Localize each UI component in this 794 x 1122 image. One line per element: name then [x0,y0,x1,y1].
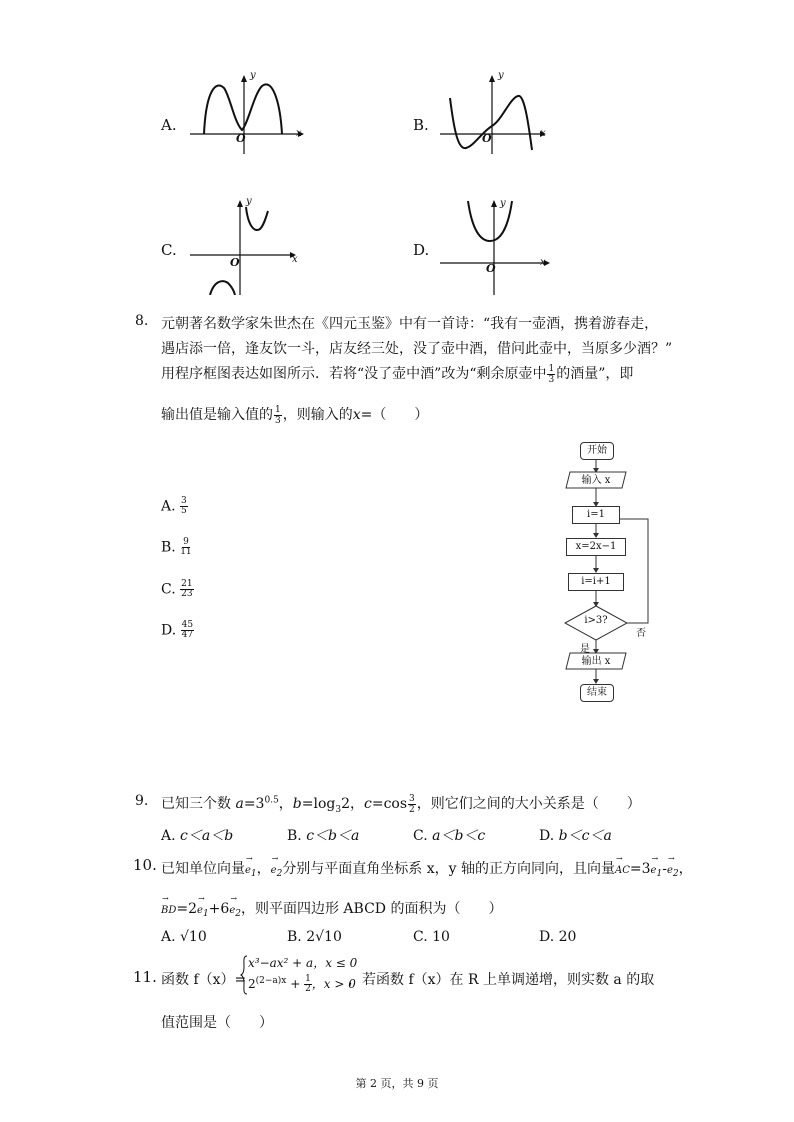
q9-number: 9. [135,793,149,809]
flowchart-init: i=1 [572,506,620,524]
q10-option-c-text: 10 [432,929,450,945]
option-b-label: B. [413,116,429,134]
q10-option-c [413,929,450,945]
q8-line3 [161,363,633,385]
q10-e1-vector [245,865,257,879]
q11-case2-base: 2 [248,977,256,991]
q8-option-a-label: A. [161,498,176,515]
q10-line1-end: ， [678,861,693,877]
q10-e2-vector [271,865,283,879]
q9-c-frac-num: 3 [409,793,415,804]
q9-b-eq: =log [301,796,336,812]
q11-suffix: ，若函数 f（x）在 R 上单调递增，则实数 a 的取 [348,972,655,988]
q11-case1: x³−ax² + a，x ≤ 0 [248,956,358,970]
q9-text-b: ，则它们之间的大小关系是（ ） [416,796,641,812]
graph-d-y-label: y [500,198,506,209]
option-c-label: C. [161,241,177,259]
q9-option-c-label: C. [413,828,428,844]
q10-ac-e1 [651,865,663,879]
q11-case2-condition: ，x > 0 [311,977,356,991]
q10-bd-e1-letter: e [197,905,203,916]
q8-option-b [161,538,192,557]
q10-e2-sub: 2 [276,869,283,879]
q8-number: 8. [135,313,149,329]
q9-text-a: 已知三个数 [161,796,236,812]
graph-c-origin: O [230,256,240,269]
flowchart-end: 结束 [580,684,614,702]
q10-e1-sub: 1 [250,869,257,879]
q9-b-val: 2， [341,796,365,812]
q8-option-c-fraction [180,580,193,599]
q9-c-var: c [364,796,372,812]
q9-stem [161,793,641,815]
q8-option-b-num: 9 [183,537,189,547]
graph-a-y-label: y [250,70,256,81]
q11-number: 11. [133,968,157,986]
q10-line1-a: 已知单位向量 [161,861,245,877]
q10-ac-e2 [667,865,679,879]
graph-d-x-label: x [540,257,546,268]
q10-sep: ， [256,861,271,877]
graph-c-x-label: x [292,254,298,265]
q10-number: 10. [133,856,157,874]
q8-line4-c: =（ ） [360,407,429,423]
flowchart-no-label: 否 [636,628,646,639]
q10-option-b [287,929,342,945]
q9-option-d-label: D. [539,828,555,844]
graph-b [440,70,560,155]
q10-bd-e2 [229,905,241,919]
q9-a-var: a [235,796,244,812]
q8-line3-frac-den: 3 [548,374,555,385]
q8-option-c-label: C. [161,581,176,598]
graph-a-origin: O [236,132,246,145]
q10-line2-b: ，则平面四边形 ABCD 的面积为（ ） [240,901,503,917]
q11-prefix: 函数 f（x）= [161,972,247,988]
q10-option-a [161,929,207,945]
q8-line4-frac-num: 1 [275,404,281,415]
q9-option-b [287,825,359,845]
graph-b-x-label: x [540,128,546,139]
q8-option-a-den: 5 [181,506,187,516]
q11-case2 [248,975,356,994]
q8-option-d-fraction [181,621,194,640]
flowchart-increment: i=i+1 [568,573,624,591]
flowchart-assign: x=2x−1 [566,538,626,556]
graph-b-origin: O [482,132,492,145]
q8-line3-fraction [547,364,555,385]
q8-option-a-fraction [180,497,188,516]
q8-option-a-num: 3 [181,496,187,506]
q10-ac-vector: → AC [615,865,630,876]
q10-option-b-label: B. [287,929,302,945]
flowchart-output: 输出 x [581,656,611,667]
graph-d-origin: O [486,262,496,275]
q11-brace [240,955,248,995]
q10-bd-vector: → BD [161,905,176,916]
q11-case2-frac-den: 2 [305,984,311,994]
q8-option-d-den: 47 [181,630,194,640]
page-footer: 第 2 页，共 9 页 [355,1077,439,1090]
q9-b-sub: 3 [335,804,342,815]
q10-option-a-text: √10 [180,929,207,945]
flowchart-start: 开始 [580,442,614,460]
q10-ac-minus: - [662,861,667,877]
q8-option-d-num: 45 [181,620,194,630]
q8-line4-a: 输出值是输入值的 [161,407,273,423]
q10-option-b-text: 2√10 [306,929,342,945]
q11-case2-fraction [304,975,312,994]
q11-case2-frac-num: 1 [305,974,311,984]
q8-line3-frac-num: 1 [548,363,555,374]
q9-option-b-text: c＜b＜a [306,828,360,844]
q8-option-b-den: 11 [180,547,192,557]
q11-case2-exp: (2−a)x [255,976,287,986]
q8-option-c-den: 23 [181,589,193,599]
graph-c-y-label: y [246,196,252,207]
q9-a-eq: =3 [243,796,265,812]
q8-option-a [161,497,188,516]
q10-e1: e [245,865,251,876]
q9-b-var: b [292,796,302,812]
q10-ac-eq: =3 [629,861,651,877]
q9-c-eq: =cos [371,796,408,812]
graph-b-y-label: y [498,70,504,81]
q9-option-c [413,825,485,845]
q9-option-c-text: a＜b＜c [432,828,486,844]
q10-bd-e1 [197,905,209,919]
q8-line3-a: 用程序框图表达如图所示．若将“没了壶中酒”改为“剩余原壶中 [161,366,547,382]
q9-c-frac-den: 2 [409,804,415,815]
q9-option-d [539,825,612,845]
q8-option-c [161,580,194,599]
option-a-label: A. [161,116,177,134]
q10-bd-e2-letter: e [229,905,236,916]
q10-line1-b: 分别与平面直角坐标系 x，y 轴的正方向同向，且向量 [282,861,616,877]
graph-a-x-label: x [296,128,302,139]
q11-case2-plus: + [286,977,305,991]
flowchart-condition: i>3? [584,615,608,626]
graph-a [190,70,310,155]
flowchart-yes-label: 是 [580,644,590,655]
q9-a-exp: 0.5 [264,795,279,806]
q9-comma: ， [278,796,293,812]
q9-c-fraction [408,794,416,815]
q8-line1: 元朝著名数学家朱世杰在《四元玉鉴》中有一首诗：“我有一壶酒，携着游春走， [161,316,659,332]
q9-option-a [161,825,233,845]
q8-option-d-label: D. [161,622,177,639]
q10-ac-e1-letter: e [650,865,657,876]
graph-c [190,195,310,295]
q8-line4-var: x [352,407,361,423]
q10-bd-plus: +6 [208,901,230,917]
q8-line2: 遇店添一倍，逢友饮一斗，店友经三处，没了壶中酒，借问此壶中，当原多少酒？” [161,341,673,357]
q9-option-b-label: B. [287,828,302,844]
q8-line4-fraction [274,405,282,426]
flowchart-input: 输入 x [581,475,611,486]
q8-option-c-num: 21 [181,579,193,589]
q10-line2 [161,898,502,919]
q9-option-d-text: b＜c＜a [558,828,612,844]
q10-e2: e [270,865,277,876]
q10-bd-e1-sub: 1 [202,909,209,919]
q8-line4-b: ，则输入的 [282,407,353,423]
q9-option-a-text: c＜a＜b [180,828,234,844]
q10-ac-e2-sub: 2 [672,869,679,879]
q8-option-b-label: B. [161,539,176,556]
q10-option-d [539,929,576,945]
graph-d [440,195,560,295]
q11-line2: 值范围是（ ） [161,1015,273,1031]
q10-bd-eq: =2 [176,901,198,917]
option-d-label: D. [413,241,430,259]
q8-option-b-fraction [180,538,191,557]
q8-line4-frac-den: 3 [275,415,281,426]
q10-ac-e1-sub: 1 [656,869,663,879]
q8-line3-b: 的酒量”，即 [556,366,634,382]
q10-ac-e2-letter: e [666,865,673,876]
q9-option-a-label: A. [161,828,176,844]
q10-line1 [161,858,693,879]
q10-option-a-label: A. [161,929,176,945]
q10-option-d-label: D. [539,929,555,945]
q8-option-d [161,621,194,640]
q10-option-c-label: C. [413,929,428,945]
q10-option-d-text: 20 [558,929,577,945]
q10-bd-e2-sub: 2 [235,909,241,919]
q8-line4 [161,404,428,426]
